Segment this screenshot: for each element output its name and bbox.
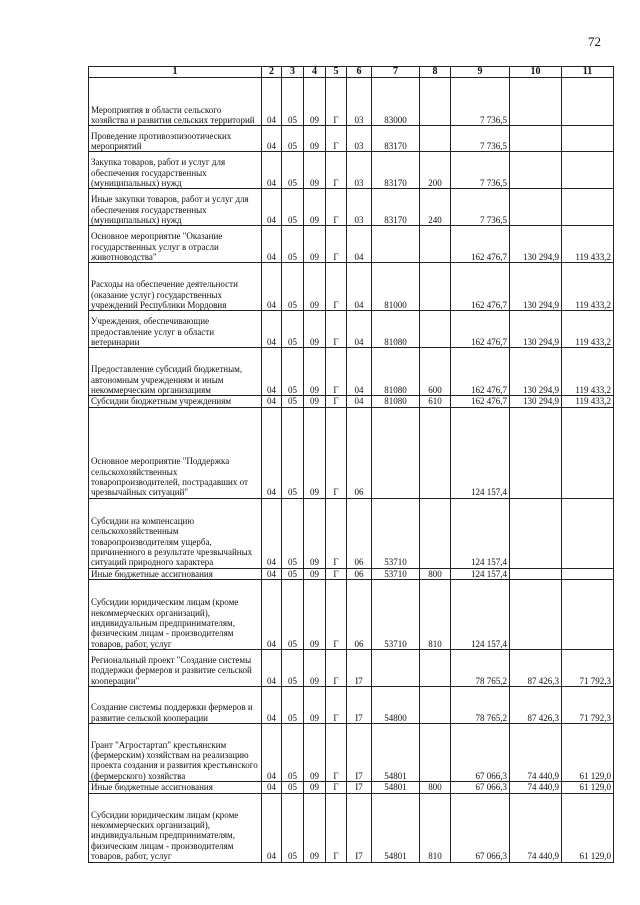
col-4-code: 09: [304, 189, 326, 226]
col-10-amount: 130 294,9: [510, 311, 562, 348]
col-2-code: 04: [262, 263, 282, 311]
col-9-amount: 67 066,3: [451, 724, 510, 782]
row-description: Расходы на обеспечение деятельности (оказание услуг) государственных учреждений Республики Мордовия: [89, 263, 262, 311]
header-cell: 9: [451, 67, 510, 78]
col-6-code: 06: [347, 580, 372, 650]
col-4-code: 09: [304, 263, 326, 311]
row-description: Иные бюджетные ассигнования: [89, 782, 262, 793]
table-row: [89, 152, 614, 189]
col-9-amount: 7 736,5: [451, 78, 510, 126]
col-5-code: Г: [326, 189, 347, 226]
col-9-amount: 67 066,3: [451, 793, 510, 862]
col-5-code: Г: [326, 152, 347, 189]
header-cell: 6: [347, 67, 372, 78]
col-8-code: [420, 650, 451, 687]
col-2-code: 04: [262, 152, 282, 189]
col-7-code: 53710: [372, 498, 420, 568]
col-8-code: [420, 498, 451, 568]
col-4-code: 09: [304, 498, 326, 568]
col-7-code: 54801: [372, 782, 420, 793]
row-description: Субсидии юридическим лицам (кроме некоммерческих организаций), индивидуальным предпринимателям, физическим лицам - производителям товаров, работ, услуг: [89, 580, 262, 650]
row-description: Субсидии бюджетным учреждениям: [89, 396, 262, 407]
col-4-code: 09: [304, 396, 326, 407]
col-8-code: 240: [420, 189, 451, 226]
col-5-code: Г: [326, 263, 347, 311]
col-8-code: [420, 78, 451, 126]
header-cell: 7: [372, 67, 420, 78]
col-10-amount: [510, 580, 562, 650]
col-3-code: 05: [282, 650, 304, 687]
row-description: Закупка товаров, работ и услуг для обеспечения государственных (муниципальных) нужд: [89, 152, 262, 189]
col-9-amount: 162 476,7: [451, 348, 510, 396]
col-11-amount: 61 129,0: [562, 724, 614, 782]
col-2-code: 04: [262, 226, 282, 263]
col-3-code: 05: [282, 396, 304, 407]
col-5-code: Г: [326, 580, 347, 650]
col-10-amount: [510, 126, 562, 152]
row-description: Проведение противоэпизоотических мероприятий: [89, 126, 262, 152]
col-6-code: I7: [347, 782, 372, 793]
col-11-amount: [562, 78, 614, 126]
col-10-amount: [510, 407, 562, 498]
col-2-code: 04: [262, 311, 282, 348]
col-3-code: 05: [282, 568, 304, 579]
col-2-code: 04: [262, 793, 282, 862]
col-4-code: 09: [304, 650, 326, 687]
col-11-amount: [562, 568, 614, 579]
col-8-code: 800: [420, 568, 451, 579]
col-10-amount: 130 294,9: [510, 396, 562, 407]
col-7-code: 83170: [372, 126, 420, 152]
col-6-code: I7: [347, 793, 372, 862]
col-9-amount: 162 476,7: [451, 311, 510, 348]
col-4-code: 09: [304, 568, 326, 579]
col-11-amount: 119 433,2: [562, 348, 614, 396]
col-10-amount: 74 440,9: [510, 793, 562, 862]
col-7-code: 54801: [372, 793, 420, 862]
col-3-code: 05: [282, 782, 304, 793]
col-8-code: 200: [420, 152, 451, 189]
col-4-code: 09: [304, 793, 326, 862]
col-5-code: Г: [326, 311, 347, 348]
col-2-code: 04: [262, 650, 282, 687]
col-7-code: 81000: [372, 263, 420, 311]
col-4-code: 09: [304, 580, 326, 650]
col-9-amount: 7 736,5: [451, 126, 510, 152]
col-3-code: 05: [282, 189, 304, 226]
row-description: Мероприятия в области сельского хозяйства и развития сельских территорий: [89, 78, 262, 126]
col-7-code: 81080: [372, 311, 420, 348]
table-row: [89, 568, 614, 579]
col-3-code: 05: [282, 78, 304, 126]
col-8-code: 800: [420, 782, 451, 793]
table-row: [89, 793, 614, 862]
col-7-code: 54801: [372, 724, 420, 782]
col-6-code: I7: [347, 724, 372, 782]
col-7-code: 83000: [372, 78, 420, 126]
row-description: Грант "Агростартап" крестьянским (фермерским) хозяйствам на реализацию проекта создания и развития крестьянского (фермерского) хозяйства: [89, 724, 262, 782]
col-2-code: 04: [262, 498, 282, 568]
col-2-code: 04: [262, 687, 282, 724]
col-10-amount: 87 426,3: [510, 687, 562, 724]
col-3-code: 05: [282, 263, 304, 311]
col-4-code: 09: [304, 152, 326, 189]
table-row: [89, 650, 614, 687]
table-row: [89, 263, 614, 311]
col-10-amount: 74 440,9: [510, 724, 562, 782]
page-number: 72: [588, 34, 601, 49]
col-6-code: 06: [347, 498, 372, 568]
col-4-code: 09: [304, 348, 326, 396]
col-2-code: 04: [262, 78, 282, 126]
col-6-code: 04: [347, 311, 372, 348]
col-6-code: 03: [347, 189, 372, 226]
col-7-code: 54800: [372, 687, 420, 724]
row-description: Предоставление субсидий бюджетным, автономным учреждениям и иным некоммерческим организациям: [89, 348, 262, 396]
header-cell: 11: [562, 67, 614, 78]
col-8-code: [420, 226, 451, 263]
col-2-code: 04: [262, 126, 282, 152]
col-5-code: Г: [326, 126, 347, 152]
table-row: [89, 348, 614, 396]
col-8-code: [420, 687, 451, 724]
col-7-code: [372, 226, 420, 263]
table-row: [89, 126, 614, 152]
col-5-code: Г: [326, 650, 347, 687]
col-11-amount: [562, 152, 614, 189]
col-10-amount: [510, 189, 562, 226]
col-2-code: 04: [262, 580, 282, 650]
col-9-amount: 124 157,4: [451, 580, 510, 650]
col-5-code: Г: [326, 568, 347, 579]
col-7-code: 81080: [372, 348, 420, 396]
col-8-code: [420, 724, 451, 782]
row-description: Основное мероприятие "Оказание государственных услуг в отрасли животноводства": [89, 226, 262, 263]
col-9-amount: 124 157,4: [451, 568, 510, 579]
col-2-code: 04: [262, 189, 282, 226]
col-11-amount: 119 433,2: [562, 396, 614, 407]
col-11-amount: 119 433,2: [562, 311, 614, 348]
col-8-code: 610: [420, 396, 451, 407]
col-8-code: [420, 407, 451, 498]
row-description: Основное мероприятие "Поддержка сельскохозяйственных товаропроизводителей, пострадавших от чрезвычайных ситуаций": [89, 407, 262, 498]
col-8-code: 600: [420, 348, 451, 396]
col-5-code: Г: [326, 498, 347, 568]
col-2-code: 04: [262, 568, 282, 579]
table-row: [89, 396, 614, 407]
row-description: Учреждения, обеспечивающие предоставление услуг в области ветеринарии: [89, 311, 262, 348]
col-8-code: [420, 311, 451, 348]
budget-table: [88, 66, 614, 863]
col-2-code: 04: [262, 348, 282, 396]
col-3-code: 05: [282, 724, 304, 782]
col-9-amount: 7 736,5: [451, 189, 510, 226]
col-11-amount: [562, 189, 614, 226]
col-3-code: 05: [282, 226, 304, 263]
col-10-amount: [510, 568, 562, 579]
col-3-code: 05: [282, 498, 304, 568]
header-cell: 4: [304, 67, 326, 78]
col-4-code: 09: [304, 311, 326, 348]
col-5-code: Г: [326, 396, 347, 407]
col-4-code: 09: [304, 407, 326, 498]
table-row: [89, 782, 614, 793]
col-9-amount: 124 157,4: [451, 407, 510, 498]
table-row: [89, 78, 614, 126]
col-3-code: 05: [282, 126, 304, 152]
col-6-code: 04: [347, 348, 372, 396]
col-7-code: [372, 650, 420, 687]
col-3-code: 05: [282, 793, 304, 862]
col-9-amount: 78 765,2: [451, 687, 510, 724]
col-6-code: I7: [347, 650, 372, 687]
col-10-amount: 87 426,3: [510, 650, 562, 687]
col-8-code: 810: [420, 793, 451, 862]
row-description: Региональный проект "Создание системы поддержки фермеров и развитие сельской кооперации": [89, 650, 262, 687]
col-6-code: I7: [347, 687, 372, 724]
col-8-code: 810: [420, 580, 451, 650]
col-11-amount: 119 433,2: [562, 226, 614, 263]
col-2-code: 04: [262, 407, 282, 498]
col-10-amount: 130 294,9: [510, 263, 562, 311]
col-7-code: 53710: [372, 580, 420, 650]
table-row: [89, 311, 614, 348]
col-3-code: 05: [282, 580, 304, 650]
table-row: [89, 226, 614, 263]
col-8-code: [420, 263, 451, 311]
col-10-amount: [510, 78, 562, 126]
col-11-amount: 119 433,2: [562, 263, 614, 311]
col-5-code: Г: [326, 793, 347, 862]
col-10-amount: [510, 498, 562, 568]
col-11-amount: 61 129,0: [562, 782, 614, 793]
col-11-amount: [562, 580, 614, 650]
table-body: [89, 78, 614, 862]
col-9-amount: 124 157,4: [451, 498, 510, 568]
col-10-amount: 74 440,9: [510, 782, 562, 793]
col-5-code: Г: [326, 687, 347, 724]
col-9-amount: 67 066,3: [451, 782, 510, 793]
col-4-code: 09: [304, 687, 326, 724]
header-cell: 5: [326, 67, 347, 78]
col-6-code: 06: [347, 407, 372, 498]
col-9-amount: 7 736,5: [451, 152, 510, 189]
col-11-amount: [562, 407, 614, 498]
col-11-amount: 71 792,3: [562, 650, 614, 687]
col-9-amount: 162 476,7: [451, 226, 510, 263]
table-row: [89, 724, 614, 782]
col-2-code: 04: [262, 782, 282, 793]
row-description: Создание системы поддержки фермеров и развитие сельской кооперации: [89, 687, 262, 724]
col-3-code: 05: [282, 348, 304, 396]
col-6-code: 03: [347, 78, 372, 126]
col-11-amount: [562, 126, 614, 152]
col-10-amount: 130 294,9: [510, 226, 562, 263]
col-6-code: 03: [347, 152, 372, 189]
col-5-code: Г: [326, 78, 347, 126]
col-2-code: 04: [262, 724, 282, 782]
col-7-code: [372, 407, 420, 498]
col-5-code: Г: [326, 724, 347, 782]
col-7-code: 83170: [372, 152, 420, 189]
col-7-code: 53710: [372, 568, 420, 579]
col-3-code: 05: [282, 152, 304, 189]
col-7-code: 83170: [372, 189, 420, 226]
row-description: Иные закупки товаров, работ и услуг для обеспечения государственных (муниципальных) нужд: [89, 189, 262, 226]
col-3-code: 05: [282, 687, 304, 724]
header-cell: 3: [282, 67, 304, 78]
col-6-code: 06: [347, 568, 372, 579]
row-description: Субсидии на компенсацию сельскохозяйственным товаропроизводителям ущерба, причиненного в результате чрезвычайных ситуаций природного характера: [89, 498, 262, 568]
col-5-code: Г: [326, 226, 347, 263]
col-11-amount: 71 792,3: [562, 687, 614, 724]
col-7-code: 81080: [372, 396, 420, 407]
col-5-code: Г: [326, 407, 347, 498]
col-2-code: 04: [262, 396, 282, 407]
col-6-code: 03: [347, 126, 372, 152]
col-5-code: Г: [326, 348, 347, 396]
table-row: [89, 407, 614, 498]
col-10-amount: 130 294,9: [510, 348, 562, 396]
col-9-amount: 162 476,7: [451, 396, 510, 407]
col-4-code: 09: [304, 724, 326, 782]
col-9-amount: 78 765,2: [451, 650, 510, 687]
table-row: [89, 687, 614, 724]
header-row: [89, 67, 614, 78]
header-cell: 1: [89, 67, 262, 78]
header-cell: 2: [262, 67, 282, 78]
row-description: Иные бюджетные ассигнования: [89, 568, 262, 579]
header-cell: 10: [510, 67, 562, 78]
col-4-code: 09: [304, 126, 326, 152]
table-row: [89, 189, 614, 226]
col-5-code: Г: [326, 782, 347, 793]
col-6-code: 04: [347, 226, 372, 263]
col-11-amount: 61 129,0: [562, 793, 614, 862]
col-6-code: 04: [347, 396, 372, 407]
col-4-code: 09: [304, 782, 326, 793]
col-3-code: 05: [282, 311, 304, 348]
col-8-code: [420, 126, 451, 152]
header-cell: 8: [420, 67, 451, 78]
col-9-amount: 162 476,7: [451, 263, 510, 311]
col-6-code: 04: [347, 263, 372, 311]
col-3-code: 05: [282, 407, 304, 498]
table-row: [89, 580, 614, 650]
col-4-code: 09: [304, 226, 326, 263]
table-row: [89, 498, 614, 568]
col-4-code: 09: [304, 78, 326, 126]
row-description: Субсидии юридическим лицам (кроме некоммерческих организаций), индивидуальным предпринимателям, физическим лицам - производителям товаров, работ, услуг: [89, 793, 262, 862]
col-10-amount: [510, 152, 562, 189]
col-11-amount: [562, 498, 614, 568]
